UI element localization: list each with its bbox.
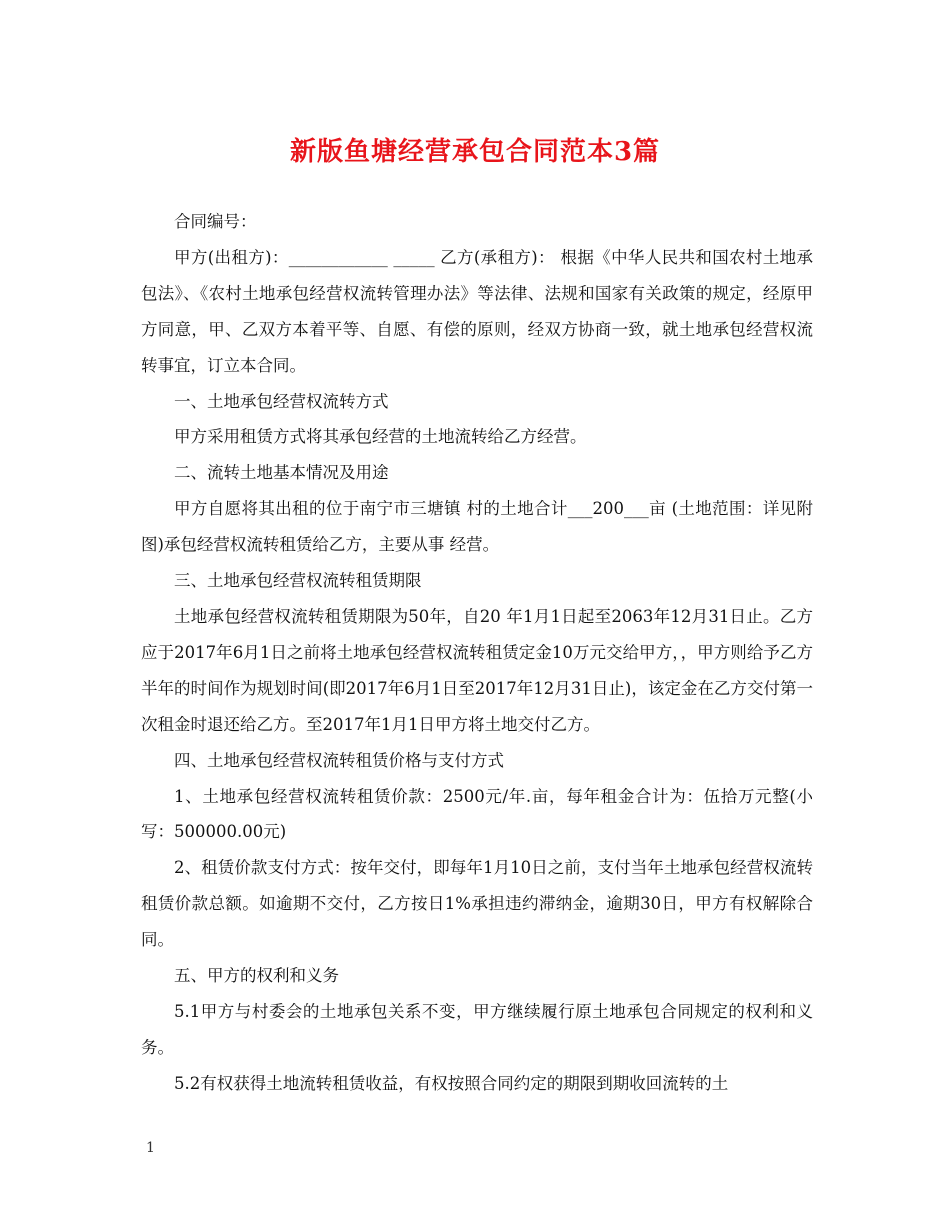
contract-number-line: 合同编号： — [174, 212, 257, 231]
section-heading-2: 二、流转土地基本情况及用途 — [174, 463, 389, 483]
section-heading-1: 一、土地承包经营权流转方式 — [174, 391, 389, 411]
paragraph: 5.1甲方与村委会的土地承包关系不变，甲方继续履行原土地承包合同规定的权利和义务。 — [141, 1001, 813, 1057]
section-heading-4: 四、土地承包经营权流转租赁价格与支付方式 — [174, 750, 504, 770]
document-title: 新版鱼塘经营承包合同范本3篇 — [289, 137, 661, 167]
paragraph: 5.2有权获得土地流转租赁收益，有权按照合同约定的期限到期收回流转的土 — [174, 1073, 729, 1093]
document-body — [141, 204, 813, 1102]
section-heading-3: 三、土地承包经营权流转租赁期限 — [174, 571, 422, 591]
section-heading-5: 五、甲方的权利和义务 — [174, 966, 339, 986]
page-number: 1 — [146, 1140, 155, 1156]
paragraph: 土地承包经营权流转租赁期限为50年，自20 年1月1日起至2063年12月31日止。乙方应于2017年6月1日之前将土地承包经营权流转租赁定金10万元交给甲方，，甲方则给予乙方半年的时间作为规划时间(即2017年6月1日至2017年12月31日止)，该定金在乙方交付第一次租金时退还给乙方。至2017年1月1日甲方将土地交付乙方。 — [141, 606, 813, 734]
paragraph: 1、土地承包经营权流转租赁价款：2500元/年.亩，每年租金合计为：伍拾万元整(小写：500000.00元) — [141, 786, 813, 842]
paragraph: 2、租赁价款支付方式：按年交付，即每年1月10日之前，支付当年土地承包经营权流转租赁价款总额。如逾期不交付，乙方按日1%承担违约滞纳金，逾期30日，甲方有权解除合同。 — [141, 858, 813, 950]
paragraph: 甲方采用租赁方式将其承包经营的土地流转给乙方经营。 — [174, 427, 587, 447]
paragraph: 甲方自愿将其出租的位于南宁市三塘镇 村的土地合计___200___亩 (土地范围：详见附图)承包经营权流转租赁给乙方，主要从事 经营。 — [141, 499, 813, 555]
parties-paragraph: 甲方(出租方)：____________ _____ 乙方(承租方)： 根据《中华人民共和国农村土地承包法》、《农村土地承包经营权流转管理办法》等法律、法规和国家有关政策的规定，经原甲方同意，甲、乙双方本着平等、自愿、有偿的原则，经双方协商一致，就土地承包经营权流转事宜，订立本合同。 — [141, 247, 813, 375]
